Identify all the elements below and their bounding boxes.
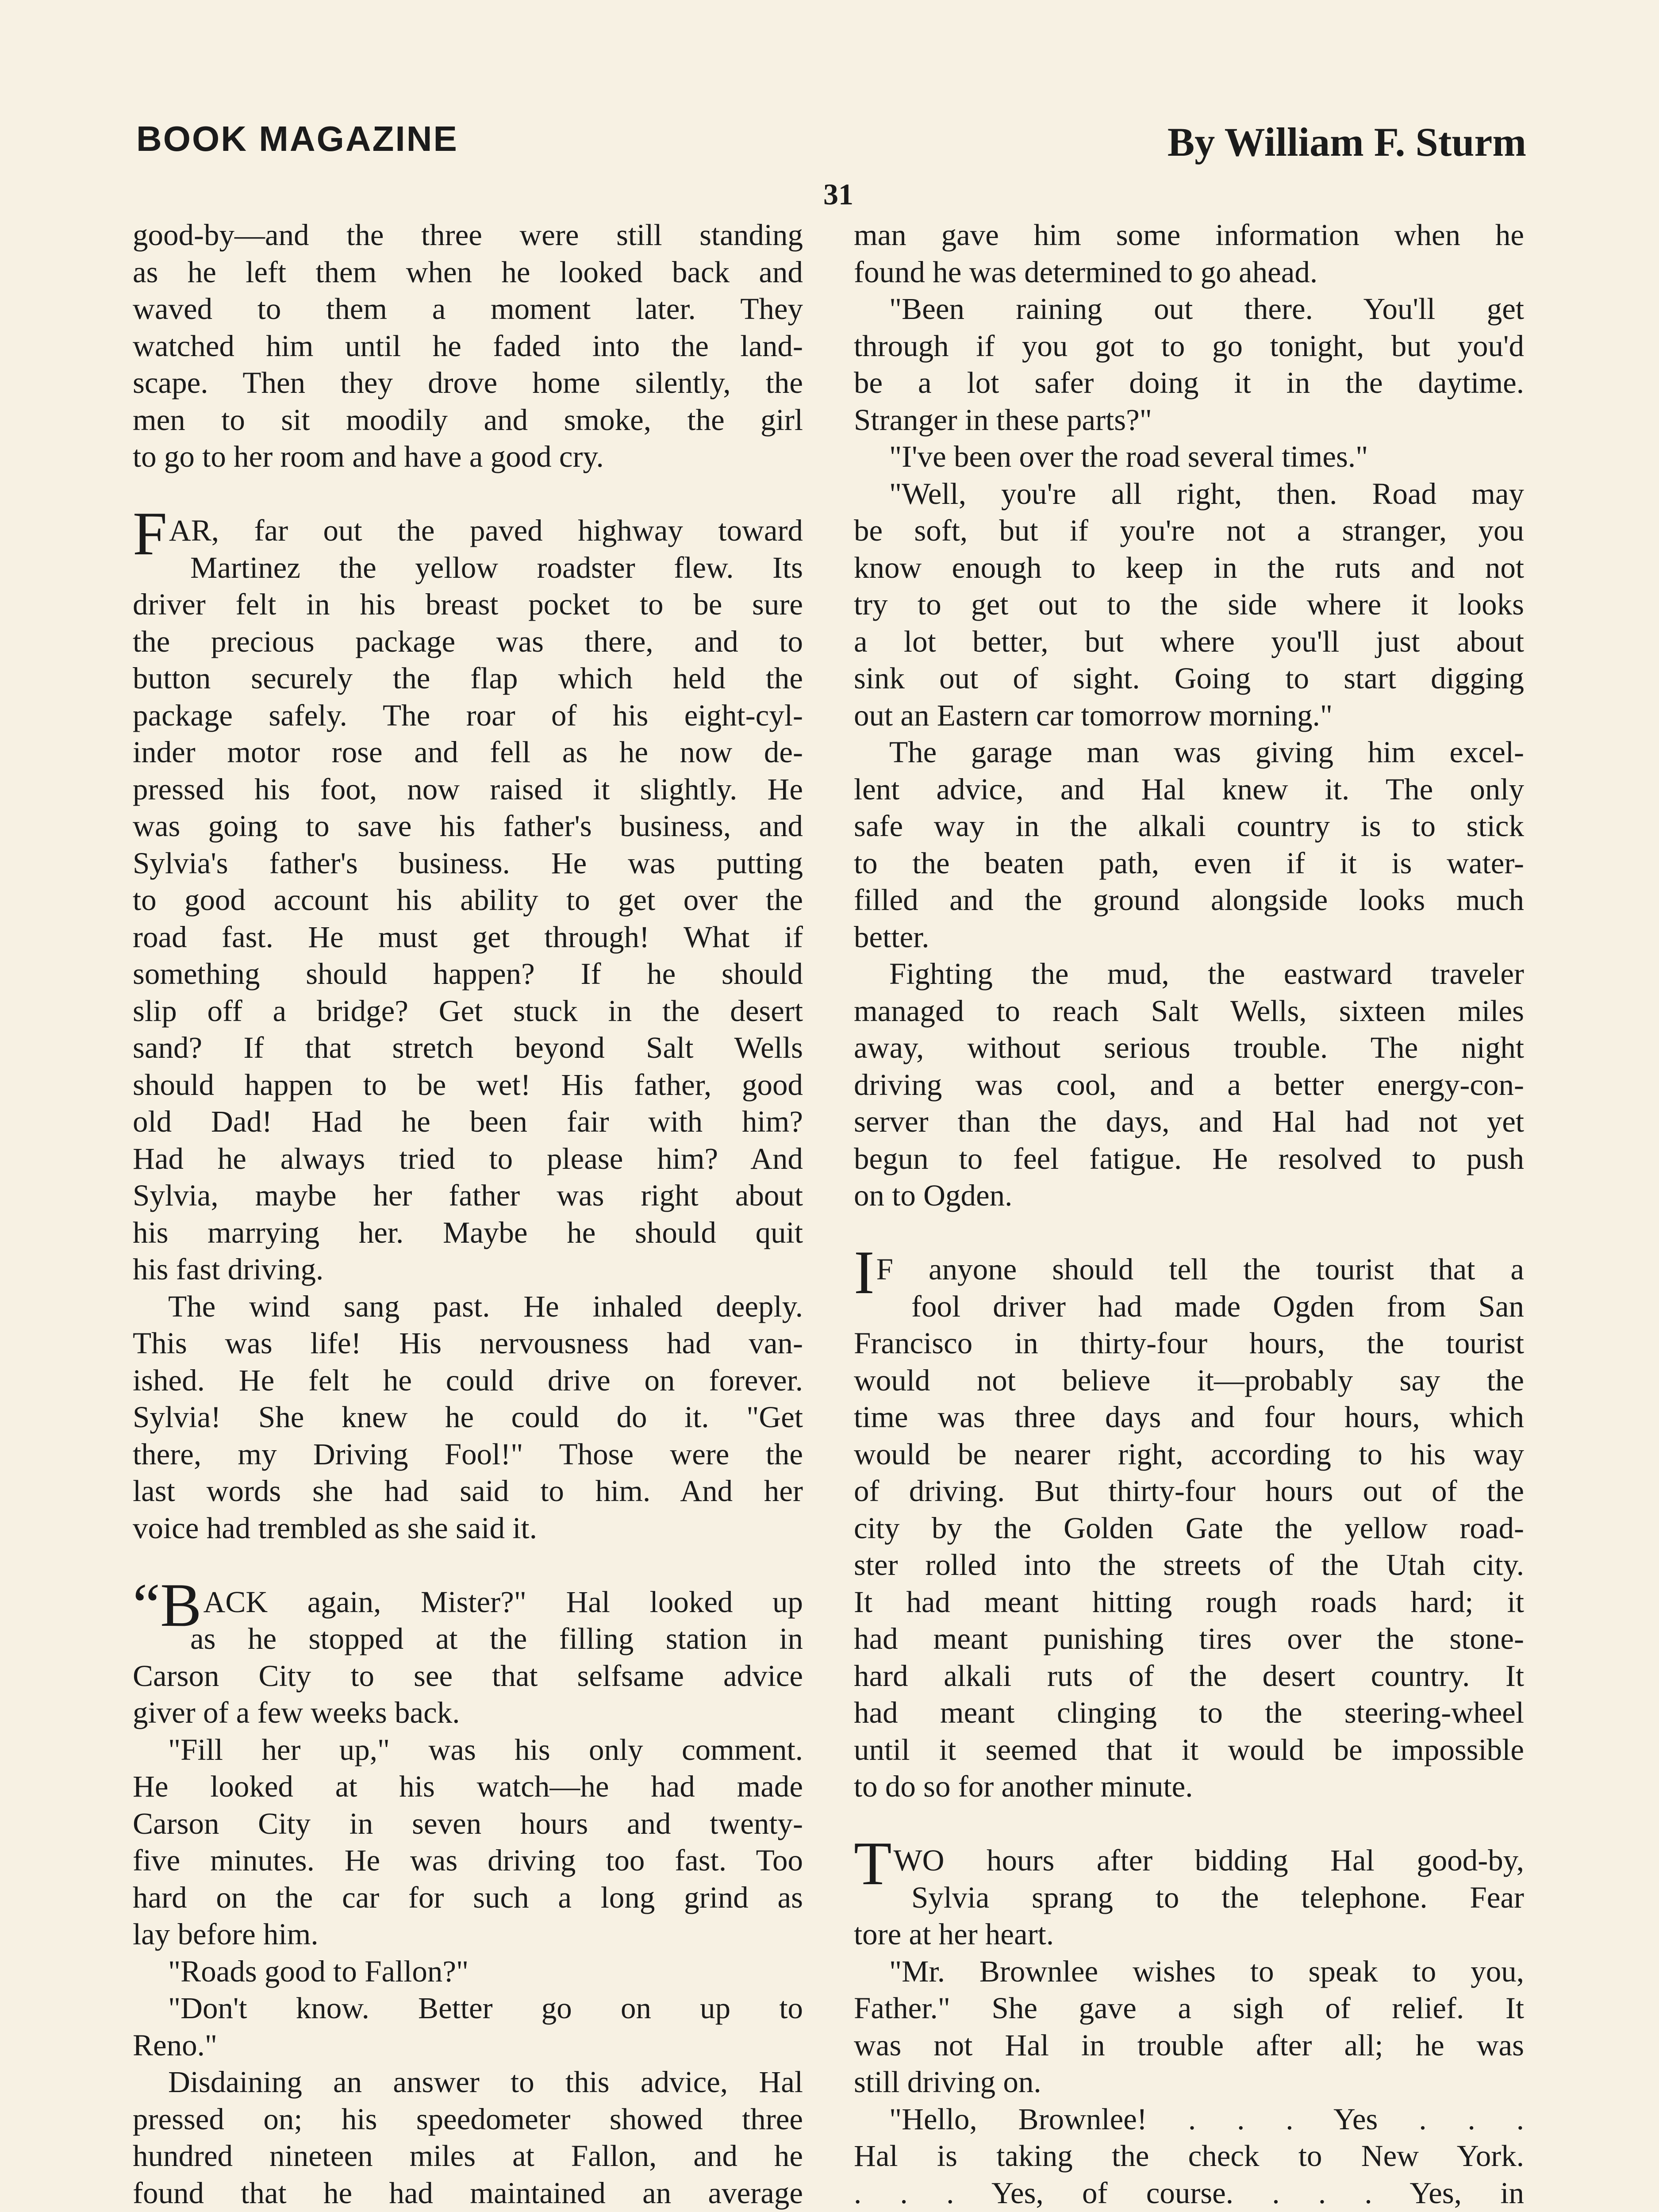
text-line-content: He looked at his watch—he had made [133,1770,803,1803]
section-break [854,1805,1524,1843]
text-line-content: watched him until he faded into the land- [133,329,803,363]
text-line-content: found that he had maintained an average [133,2176,803,2210]
text-line [854,365,1524,402]
text-line [854,2175,1524,2212]
drop-cap: “B [133,1571,202,1640]
text-line-content: "Roads good to Fallon?" [168,1954,469,1988]
text-line [133,771,803,808]
text-line-content: be soft, but if you're not a stranger, you [854,514,1524,547]
text-line-content: to go to her room and have a good cry. [133,440,604,473]
text-line [133,1141,803,1178]
text-line [854,438,1524,476]
text-line-content: voice had trembled as she said it. [133,1511,537,1545]
text-line-content: ACK again, Mister?" Hal looked up [203,1585,803,1619]
section-break [133,1547,803,1584]
text-line [133,1214,803,1252]
text-line [133,1473,803,1510]
text-line-content: to do so for another minute. [854,1770,1193,1803]
text-line [133,660,803,697]
text-line-content: on to Ogden. [854,1179,1013,1212]
section-break [854,1214,1524,1252]
text-line [854,1621,1524,1658]
text-line [133,1768,803,1805]
text-line [854,956,1524,993]
text-line [854,549,1524,587]
text-line-content: F anyone should tell the tourist that a [876,1252,1524,1286]
text-line-content: as he left them when he looked back and [133,255,803,289]
text-line [854,2027,1524,2064]
text-line-content: Had he always tried to please him? And [133,1141,803,1175]
text-line [854,771,1524,808]
text-line-content: the precious package was there, and to [133,624,803,658]
text-line-content: driver felt in his breast pocket to be sure [133,588,803,621]
text-line-content: managed to reach Salt Wells, sixteen miles [854,994,1524,1028]
text-line-content: better. [854,920,929,954]
text-line [133,1510,803,1547]
text-line-content: try to get out to the side where it looks [854,588,1524,621]
text-line [133,2064,803,2101]
text-line [133,734,803,771]
text-line [133,919,803,956]
text-line [854,1067,1524,1104]
text-line [133,2101,803,2138]
text-line-content: was going to save his father's business, and [133,809,803,843]
text-line-content: sand? If that stretch beyond Salt Wells [133,1031,803,1064]
text-line-content: lay before him. [133,1917,319,1951]
text-line [133,882,803,919]
text-line [133,549,803,587]
text-line-content: was not Hal in trouble after all; he was [854,2028,1524,2062]
text-line [854,1768,1524,1805]
text-line [133,1805,803,1843]
text-line [854,1732,1524,1769]
text-line-content: his fast driving. [133,1252,324,1286]
text-line-content: Martinez the yellow roadster flew. Its [190,550,803,584]
text-line [133,1436,803,1473]
text-line-content: Sylvia! She knew he could do it. "Get [133,1400,803,1434]
text-line [133,1953,803,1990]
text-line-content: through if you got to go tonight, but you'd [854,329,1524,363]
author-byline: By William F. Sturm [1167,119,1526,165]
magazine-title: BOOK MAGAZINE [136,119,458,158]
text-line [854,1990,1524,2027]
text-line [854,697,1524,734]
text-line [854,734,1524,771]
text-line [133,956,803,993]
text-line [133,845,803,882]
text-line-content: Sylvia's father's business. He was putting [133,846,803,880]
text-line [854,1436,1524,1473]
text-line-content: still driving on. [854,2065,1041,2099]
text-line [854,1510,1524,1547]
text-line-content: away, without serious trouble. The night [854,1031,1524,1064]
text-line-content: This was life! His nervousness had van- [133,1326,803,1360]
text-line-content: hard on the car for such a long grind as [133,1880,803,1914]
text-line [854,623,1524,661]
text-line [133,1362,803,1399]
text-line [854,1288,1524,1325]
text-line [854,254,1524,291]
text-line [133,1325,803,1362]
text-line-content: city by the Golden Gate the yellow road- [854,1511,1524,1545]
text-line [133,254,803,291]
text-line-content: . . . Yes, of course. . . . Yes, in [854,2176,1524,2210]
text-line-content: of driving. But thirty-four hours out of the [854,1474,1524,1508]
text-line [854,1325,1524,1362]
text-line-content: "Well, you're all right, then. Road may [889,476,1524,511]
text-line [854,1141,1524,1178]
text-line [133,365,803,402]
text-line [854,476,1524,513]
text-line-content: good-by—and the three were still standing [133,218,803,252]
text-line [133,1103,803,1141]
text-line [133,2138,803,2175]
text-line [854,1658,1524,1695]
text-line [133,2027,803,2064]
text-line [854,660,1524,697]
text-line-content: "Mr. Brownlee wishes to speak to you, [889,1954,1524,1988]
text-line [854,1584,1524,1621]
text-line-content: Fighting the mud, the eastward traveler [889,957,1524,991]
text-line [854,2101,1524,2138]
text-line-content: had meant clinging to the steering-wheel [854,1696,1524,1729]
text-line-content: Disdaining an answer to this advice, Hal [168,2065,803,2099]
text-line [854,1103,1524,1141]
text-line-content: should happen to be wet! His father, good [133,1068,803,1102]
text-line [133,291,803,328]
text-line-content: hard alkali ruts of the desert country. It [854,1659,1524,1693]
text-line-content: WO hours after bidding Hal good-by, [893,1843,1524,1877]
text-line [133,1879,803,1916]
text-line [854,512,1524,549]
text-line-content: "Fill her up," was his only comment. [168,1732,803,1767]
text-line-content: pressed his foot, now raised it slightly. He [133,772,803,806]
text-line-content: package safely. The roar of his eight-cyl- [133,698,803,732]
text-line-content: Carson City in seven hours and twenty- [133,1806,803,1840]
text-line [133,1067,803,1104]
text-line-content: Carson City to see that selfsame advice [133,1659,803,1693]
text-line [854,2138,1524,2175]
text-line-content: The wind sang past. He inhaled deeply. [168,1289,803,1323]
text-line [133,438,803,476]
text-line-content: tore at her heart. [854,1917,1054,1951]
left-text-column [133,217,803,2212]
text-line-content: "Been raining out there. You'll get [889,292,1524,326]
text-line-content: giver of a few weeks back. [133,1696,460,1729]
text-line-content: fool driver had made Ogden from San [911,1289,1524,1323]
text-line-content: Stranger in these parts?" [854,403,1152,437]
text-line-content: time was three days and four hours, which [854,1400,1524,1434]
text-line [854,1029,1524,1067]
text-line [133,2175,803,2212]
text-line-content: driving was cool, and a better energy-con- [854,1068,1524,1102]
text-line [854,1399,1524,1436]
text-line-content: filled and the ground alongside looks much [854,883,1524,917]
text-line-content: to good account his ability to get over the [133,883,803,917]
text-line-content: a lot better, but where you'll just about [854,624,1524,658]
text-line [133,1658,803,1695]
text-line-content: last words she had said to him. And her [133,1474,803,1508]
text-line [854,808,1524,845]
text-line [133,1990,803,2027]
text-line [854,1547,1524,1584]
text-line-content: road fast. He must get through! What if [133,920,803,954]
text-line [854,402,1524,439]
text-line-content: man gave him some information when he [854,218,1524,252]
text-line [133,1621,803,1658]
text-line-content: "Hello, Brownlee! . . . Yes . . . [889,2102,1524,2136]
right-text-column [854,217,1524,2212]
text-line [854,1879,1524,1916]
drop-cap: F [133,499,167,568]
text-line [854,328,1524,365]
text-line [854,1177,1524,1214]
text-line [133,402,803,439]
text-line-content: button securely the flap which held the [133,661,803,695]
text-line [133,1029,803,1067]
text-line [854,586,1524,623]
text-line-content: lent advice, and Hal knew it. The only [854,772,1524,806]
text-line-content: Father." She gave a sigh of relief. It [854,1991,1524,2025]
text-line [854,993,1524,1030]
text-line-content: begun to feel fatigue. He resolved to push [854,1141,1524,1175]
text-line [133,623,803,661]
text-line-content: pressed on; his speedometer showed three [133,2102,803,2136]
text-line-content: found he was determined to go ahead. [854,255,1318,289]
text-line [854,2064,1524,2101]
text-line-content: Sylvia sprang to the telephone. Fear [911,1880,1524,1914]
text-line-content: Reno." [133,2028,218,2062]
text-line-content: The garage man was giving him excel- [889,735,1524,769]
text-line [133,1399,803,1436]
text-line-content: waved to them a moment later. They [133,292,803,326]
text-line [133,993,803,1030]
text-line-content: would not believe it—probably say the [854,1363,1524,1397]
text-line [133,1288,803,1325]
text-line [854,291,1524,328]
text-line [133,586,803,623]
text-line-content: AR, far out the paved highway toward [169,514,803,547]
text-line-content: safe way in the alkali country is to stick [854,809,1524,843]
text-line-content: Sylvia, maybe her father was right about [133,1179,803,1212]
text-line-content: "I've been over the road several times." [889,440,1368,473]
text-line-content: something should happen? If he should [133,957,803,991]
text-line [854,882,1524,919]
text-line-content: ster rolled into the streets of the Utah city. [854,1548,1524,1582]
text-line-content: inder motor rose and fell as he now de- [133,735,803,769]
text-line-content: "Don't know. Better go on up to [168,1991,803,2025]
text-line-content: his marrying her. Maybe he should quit [133,1215,803,1249]
text-line-content: server than the days, and Hal had not yet [854,1105,1524,1138]
text-line-content: five minutes. He was driving too fast. Too [133,1843,803,1877]
text-line-content: there, my Driving Fool!" Those were the [133,1437,803,1471]
text-line [133,1694,803,1732]
text-line-content: old Dad! Had he been fair with him? [133,1105,803,1138]
text-line [133,1916,803,1953]
text-line [133,1842,803,1879]
text-line-content: would be nearer right, according to his way [854,1437,1524,1471]
text-line [854,845,1524,882]
text-line [133,1177,803,1214]
text-line-content: to the beaten path, even if it is water- [854,846,1524,880]
text-line [133,217,803,254]
text-line-content: be a lot safer doing it in the daytime. [854,366,1524,399]
text-line-content: men to sit moodily and smoke, the girl [133,403,803,437]
text-line-content: until it seemed that it would be impossible [854,1732,1524,1767]
text-line-content: slip off a bridge? Get stuck in the desert [133,994,803,1028]
drop-cap: I [854,1238,875,1307]
text-line [854,1916,1524,1953]
text-line [854,1362,1524,1399]
text-line [854,1473,1524,1510]
text-line-content: had meant punishing tires over the stone- [854,1622,1524,1655]
text-line-content: know enough to keep in the ruts and not [854,550,1524,584]
section-break [133,476,803,513]
text-line [854,217,1524,254]
text-line-content: scape. Then they drove home silently, the [133,366,803,399]
text-line-content: hundred nineteen miles at Fallon, and he [133,2139,803,2173]
text-line-content: sink out of sight. Going to start digging [854,661,1524,695]
text-line-content: It had meant hitting rough roads hard; it [854,1585,1524,1619]
text-line [854,1694,1524,1732]
page-number: 31 [823,177,853,211]
text-line-content: Francisco in thirty-four hours, the tourist [854,1326,1524,1360]
text-line-content: ished. He felt he could drive on forever. [133,1363,803,1397]
text-line [133,328,803,365]
text-line [133,697,803,734]
drop-cap: T [854,1829,892,1898]
text-line [854,1953,1524,1990]
text-line-content: out an Eastern car tomorrow morning." [854,698,1333,732]
text-line-content: Hal is taking the check to New York. [854,2139,1524,2173]
text-line-content: as he stopped at the filling station in [190,1622,803,1655]
text-line [133,1251,803,1288]
text-line [133,1732,803,1769]
text-line [133,808,803,845]
text-line [854,919,1524,956]
